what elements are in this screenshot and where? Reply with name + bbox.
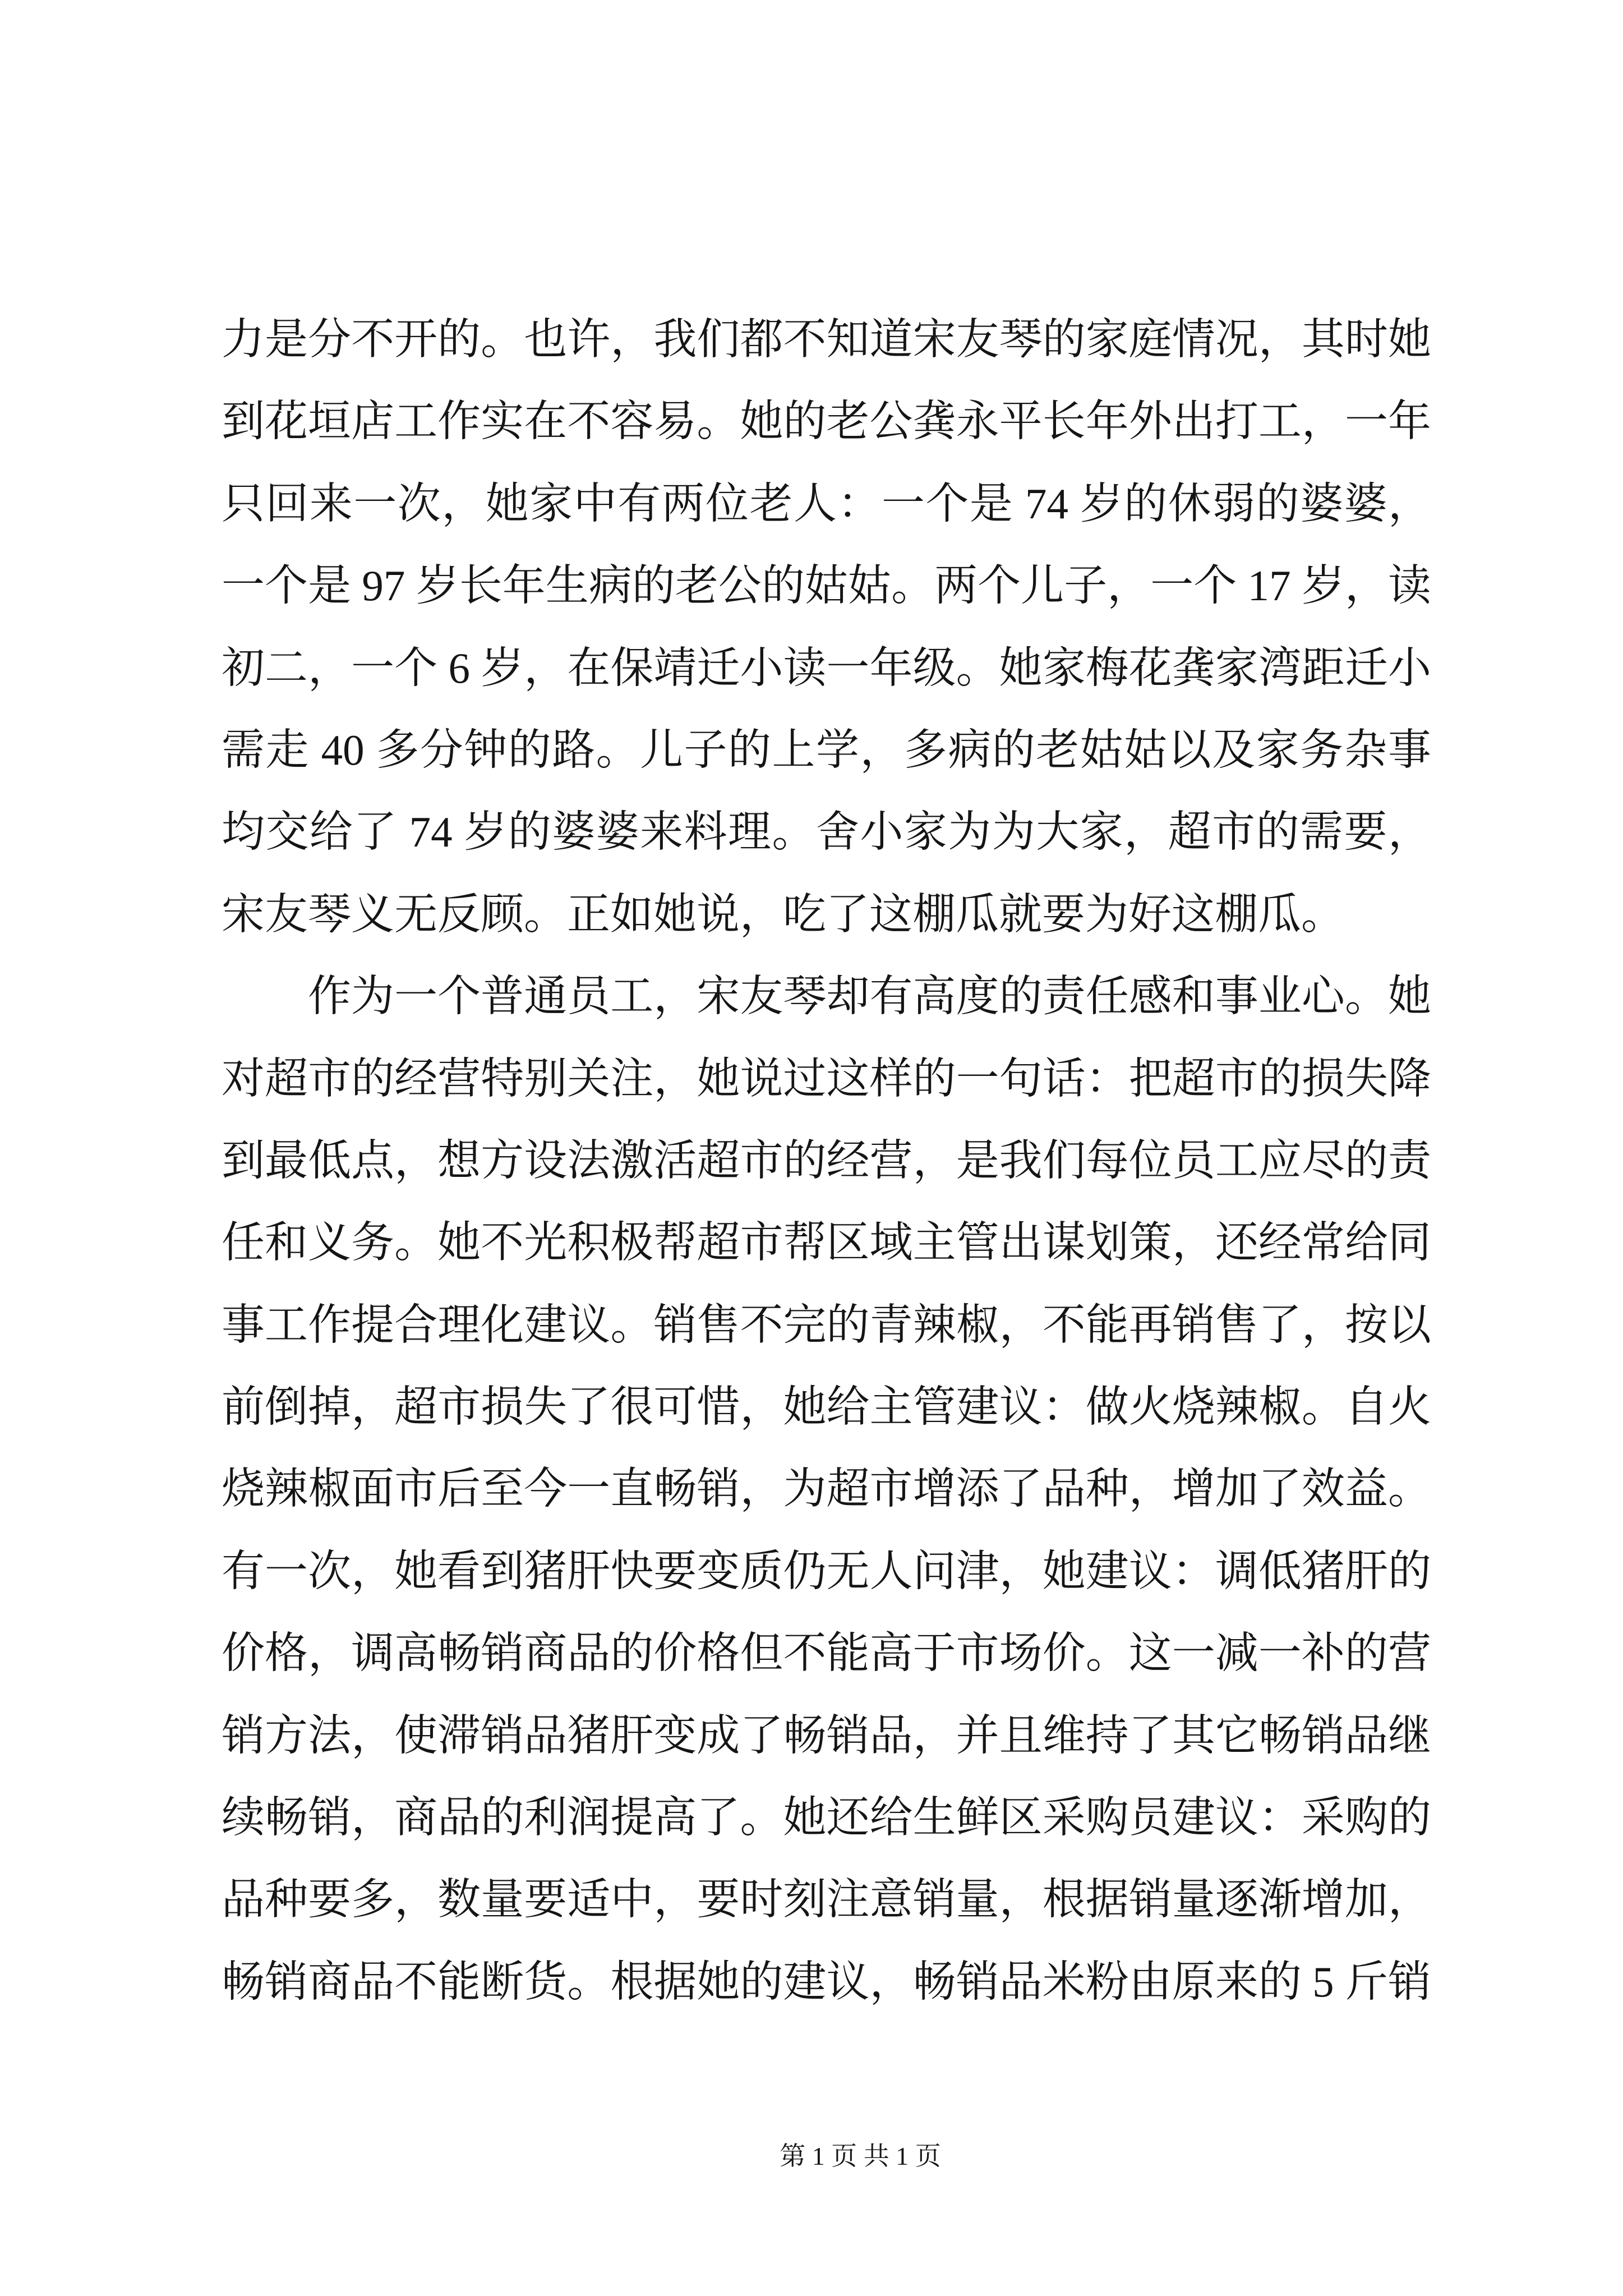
text-line: 对超市的经营特别关注，她说过这样的一句话：把超市的损失降 bbox=[222, 1054, 1431, 1103]
text-line: 需走 40 多分钟的路。儿子的上学，多病的老姑姑以及家务杂事 bbox=[222, 725, 1431, 774]
text-line: 到花垣店工作实在不容易。她的老公龚永平长年外出打工，一年 bbox=[222, 397, 1431, 446]
text-line: 销方法，使滞销品猪肝变成了畅销品，并且维持了其它畅销品继 bbox=[222, 1711, 1431, 1760]
text-line: 前倒掉，超市损失了很可惜，她给主管建议：做火烧辣椒。自火 bbox=[222, 1383, 1431, 1432]
text-line: 烧辣椒面市后至今一直畅销，为超市增添了品种，增加了效益。 bbox=[222, 1465, 1431, 1513]
text-line: 品种要多，数量要适中，要时刻注意销量，根据销量逐渐增加， bbox=[222, 1875, 1431, 1924]
paragraph-continued bbox=[222, 298, 1431, 955]
text-line: 有一次，她看到猪肝快要变质仍无人问津，她建议：调低猪肝的 bbox=[222, 1547, 1431, 1595]
text-line: 价格，调高畅销商品的价格但不能高于市场价。这一减一补的营 bbox=[222, 1629, 1431, 1678]
paragraph bbox=[222, 955, 1431, 2023]
text-line: 任和义务。她不光积极帮超市帮区域主管出谋划策，还经常给同 bbox=[222, 1218, 1431, 1267]
document-body bbox=[222, 298, 1431, 2023]
text-line: 均交给了 74 岁的婆婆来料理。舍小家为为大家，超市的需要， bbox=[222, 808, 1431, 857]
text-line: 初二，一个 6 岁，在保靖迁小读一年级。她家梅花龚家湾距迁小 bbox=[222, 643, 1431, 692]
text-line: 一个是 97 岁长年生病的老公的姑姑。两个儿子，一个 17 岁，读 bbox=[222, 562, 1431, 610]
text-line: 力是分不开的。也许，我们都不知道宋友琴的家庭情况，其时她 bbox=[222, 315, 1431, 364]
text-line: 续畅销，商品的利润提高了。她还给生鲜区采购员建议：采购的 bbox=[222, 1793, 1431, 1842]
text-line: 作为一个普通员工，宋友琴却有高度的责任感和事业心。她 bbox=[308, 972, 1431, 1021]
page-footer: 第 1 页 共 1 页 bbox=[780, 2142, 941, 2170]
text-line: 到最低点，想方设法激活超市的经营，是我们每位员工应尽的责 bbox=[222, 1136, 1431, 1185]
text-line: 畅销商品不能断货。根据她的建议，畅销品米粉由原来的 5 斤销 bbox=[222, 1957, 1431, 2006]
text-line: 事工作提合理化建议。销售不完的青辣椒，不能再销售了，按以 bbox=[222, 1300, 1431, 1349]
text-line: 只回来一次，她家中有两位老人：一个是 74 岁的休弱的婆婆， bbox=[222, 479, 1431, 528]
text-line: 宋友琴义无反顾。正如她说，吃了这棚瓜就要为好这棚瓜。 bbox=[222, 890, 1344, 938]
